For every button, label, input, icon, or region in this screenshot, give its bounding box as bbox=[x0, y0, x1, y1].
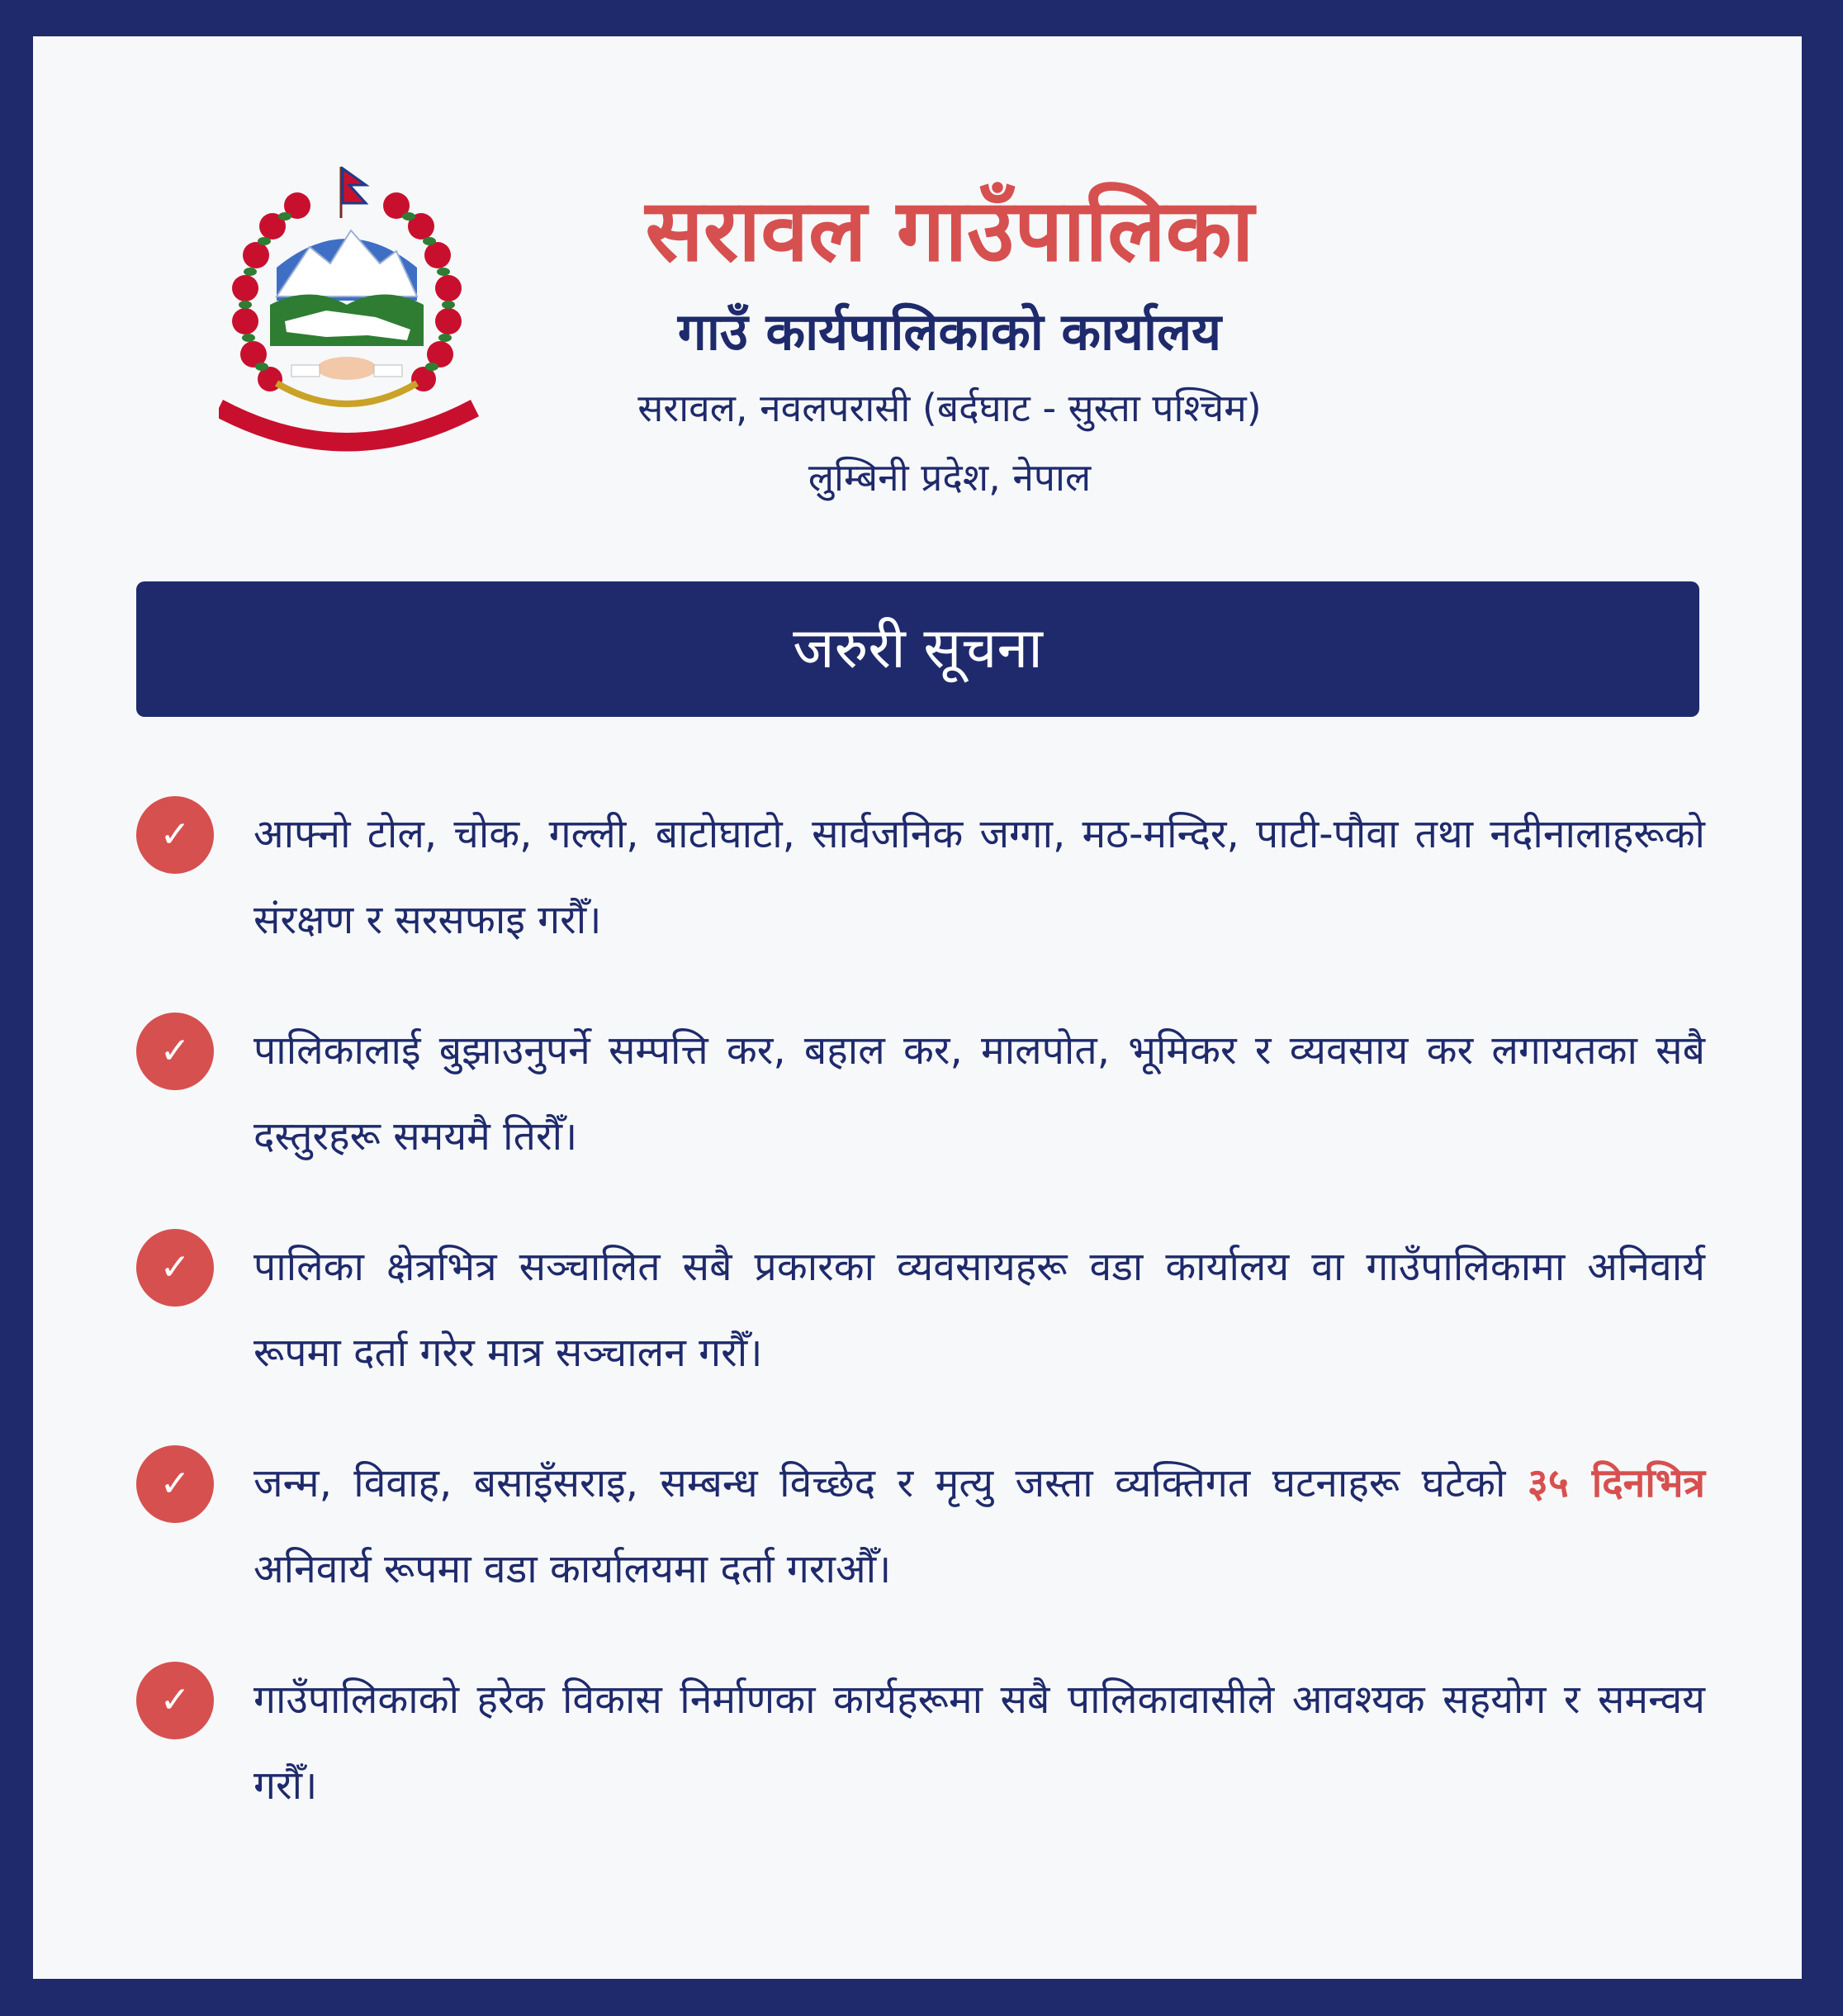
check-icon: ✓ bbox=[136, 1445, 214, 1523]
list-item bbox=[136, 1662, 1705, 1878]
notice-text-before: जन्म, विवाह, बसाइँसराइ, सम्बन्ध विच्छेद र मृत्यु जस्ता व्यक्तिगत घटनाहरू घटेको bbox=[253, 1460, 1528, 1506]
list-item bbox=[136, 796, 1705, 1013]
list-item bbox=[136, 1229, 1705, 1445]
notice-banner: जरुरी सूचना bbox=[136, 581, 1699, 717]
header bbox=[495, 168, 1404, 512]
check-icon: ✓ bbox=[136, 1013, 214, 1090]
list-item bbox=[136, 1013, 1705, 1229]
nepal-emblem-icon bbox=[219, 160, 500, 474]
notice-text: आफ्नो टोल, चोक, गल्ली, बाटोघाटो, सार्वजनिक जग्गा, मठ-मन्दिर, पाटी-पौवा तथा नदीनालाहरूको संरक्षण र सरसफाइ गरौँ। bbox=[253, 811, 1705, 943]
list-item bbox=[136, 1445, 1705, 1662]
check-icon: ✓ bbox=[136, 1229, 214, 1307]
notice-list bbox=[136, 796, 1705, 1878]
notice-card bbox=[33, 36, 1802, 1979]
notice-text: पालिकालाई बुझाउनुपर्ने सम्पत्ति कर, बहाल कर, मालपोत, भूमिकर र व्यवसाय कर लगायतका सबै दस्तुरहरू समयमै तिरौँ। bbox=[253, 1027, 1705, 1160]
notice-text: गाउँपालिकाको हरेक विकास निर्माणका कार्यहरूमा सबै पालिकावासीले आवश्यक सहयोग र समन्वय गरौँ। bbox=[253, 1677, 1705, 1809]
notice-text-after: अनिवार्य रूपमा वडा कार्यालयमा दर्ता गराऔँ। bbox=[253, 1546, 892, 1592]
address-line-2: लुम्बिनी प्रदेश, नेपाल bbox=[808, 455, 1092, 500]
address-line-1: सरावल, नवलपरासी (बर्दघाट - सुस्ता पश्चिम) bbox=[637, 386, 1262, 430]
check-icon: ✓ bbox=[136, 1662, 214, 1739]
deadline-highlight: ३५ दिनभित्र bbox=[1527, 1460, 1705, 1506]
notice-text bbox=[253, 1440, 1705, 1612]
page-title: सरावल गाउँपालिका bbox=[645, 180, 1254, 281]
check-icon: ✓ bbox=[136, 796, 214, 874]
office-subtitle: गाउँ कार्यपालिकाको कार्यालय bbox=[677, 301, 1222, 362]
notice-text: पालिका क्षेत्रभित्र सञ्चालित सबै प्रकारका व्यवसायहरू वडा कार्यालय वा गाउँपालिकामा अनिवार्य रूपमा दर्ता गरेर मात्र सञ्चालन गरौँ। bbox=[253, 1244, 1705, 1376]
